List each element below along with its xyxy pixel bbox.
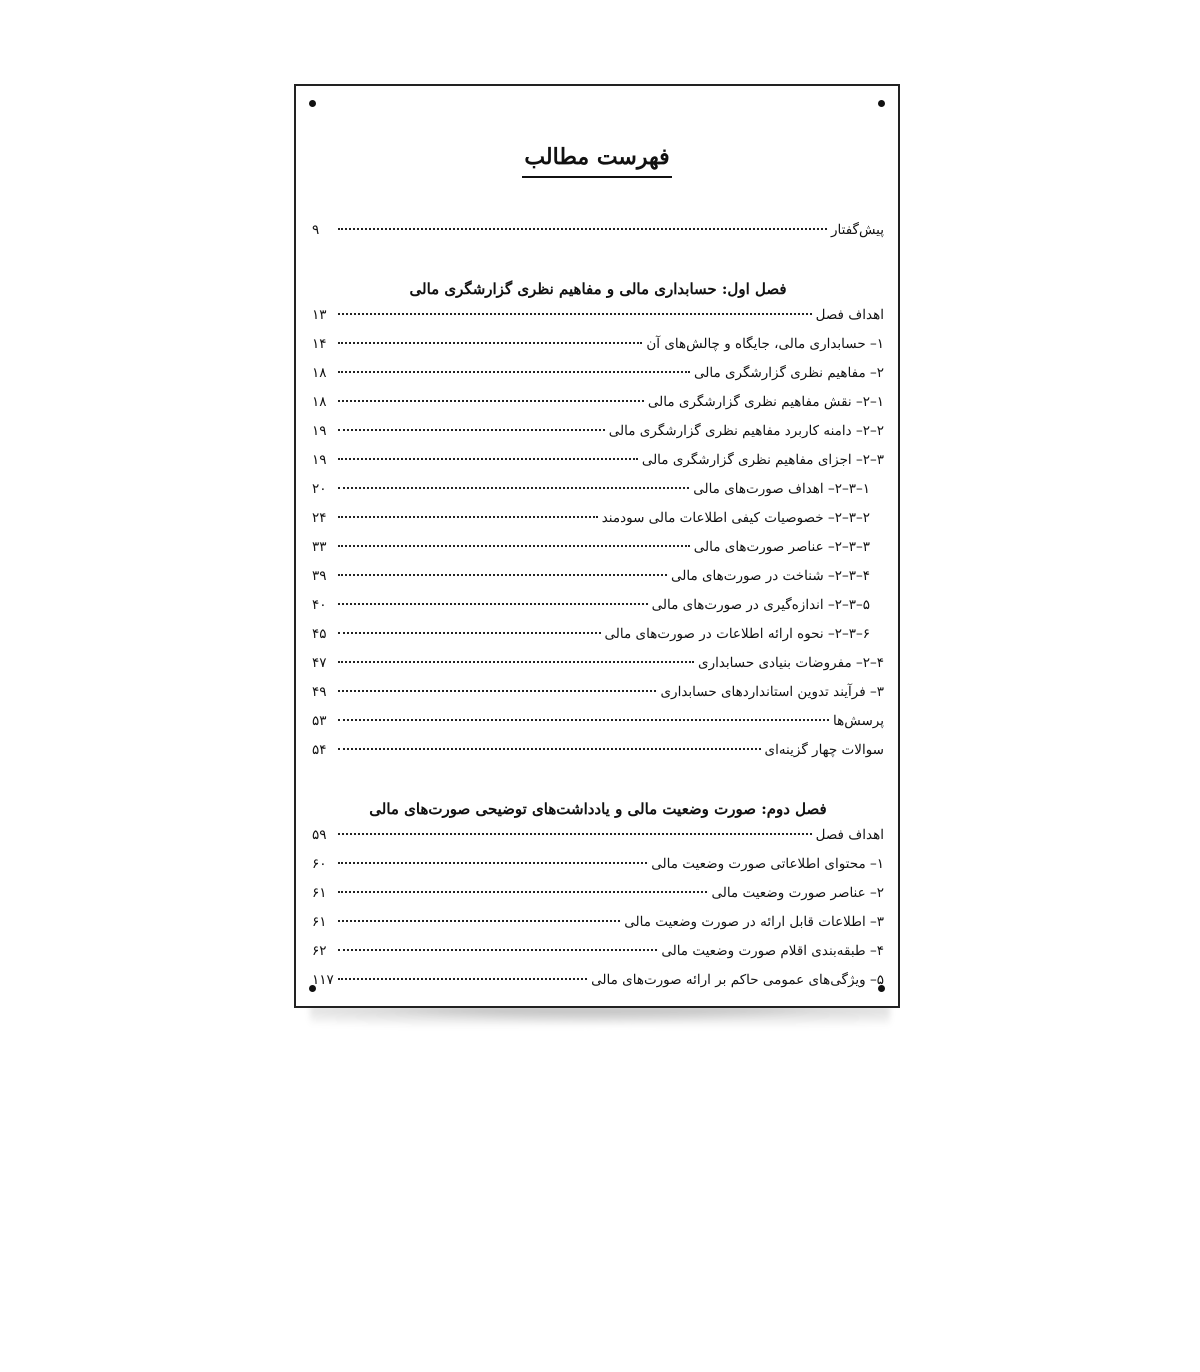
toc-entry-page: ۱۸ — [312, 394, 327, 410]
dot-leader — [338, 978, 587, 980]
toc-entry-page: ۴۰ — [312, 597, 327, 613]
toc-entry[interactable] — [312, 481, 884, 510]
dot-leader — [338, 574, 667, 576]
toc-entry[interactable] — [312, 539, 884, 568]
toc-entry-page: ۵۹ — [312, 827, 327, 843]
toc-entry-label: ۲– مفاهیم نظری گزارشگری مالی — [693, 365, 884, 381]
toc-entry-label: ۳– اطلاعات قابل ارائه در صورت وضعیت مالی — [624, 914, 884, 930]
toc-entry[interactable] — [312, 365, 884, 394]
dot-leader — [338, 748, 761, 750]
dot-leader — [338, 400, 644, 402]
page-shadow — [310, 1006, 890, 1032]
toc-entry-label: ۱– حسابداری مالی، جایگاه و چالش‌های آن — [646, 336, 884, 352]
toc-entry[interactable] — [312, 423, 884, 452]
toc-entry-page: ۶۱ — [312, 885, 327, 901]
dot-leader — [338, 603, 648, 605]
dot-leader — [338, 632, 601, 634]
toc-entry-label: اهداف فصل — [815, 827, 884, 843]
dot-leader — [338, 458, 638, 460]
toc-entry[interactable] — [312, 307, 884, 336]
toc-entry-page: ۶۱ — [312, 914, 327, 930]
toc-entry-label: ۲–۲– دامنه کاربرد مفاهیم نظری گزارشگری مالی — [608, 423, 884, 439]
toc-entry-page: ۱۹ — [312, 423, 327, 439]
dot-leader — [338, 371, 690, 373]
toc-entry-page: ۶۰ — [312, 856, 327, 872]
toc-entry-page: ۲۰ — [312, 481, 327, 497]
toc-entry-page: ۵۳ — [312, 713, 327, 729]
toc-entry[interactable] — [312, 827, 884, 856]
toc-entry-label: ۴–۳–۲– شناخت در صورت‌های مالی — [670, 568, 870, 584]
dot-leader — [338, 862, 647, 864]
toc-entry-page: ۴۹ — [312, 684, 327, 700]
toc-entry-label: ۴– طبقه‌بندی اقلام صورت وضعیت مالی — [661, 943, 884, 959]
toc-entry[interactable] — [312, 713, 884, 742]
dot-leader — [338, 313, 812, 315]
toc-entry[interactable] — [312, 655, 884, 684]
dot-leader — [338, 429, 605, 431]
toc-page — [294, 84, 900, 1008]
toc-entry-page: ۴۷ — [312, 655, 327, 671]
toc-entry-label: اهداف فصل — [815, 307, 884, 323]
toc-entry-page: ۵۴ — [312, 742, 327, 758]
corner-dot-icon — [309, 100, 316, 107]
toc-entry-page: ۴۵ — [312, 626, 327, 642]
toc-entry-label: ۱– محتوای اطلاعاتی صورت وضعیت مالی — [651, 856, 884, 872]
chapter-1-entries — [312, 307, 884, 771]
toc-entry-label: ۱–۳–۲– اهداف صورت‌های مالی — [693, 481, 870, 497]
toc-entry[interactable] — [312, 394, 884, 423]
toc-entry-page: ۱۴ — [312, 336, 327, 352]
dot-leader — [338, 228, 827, 230]
toc-entry-label: ۲– عناصر صورت وضعیت مالی — [711, 885, 884, 901]
toc-entry-label: ۴–۲– مفروضات بنیادی حسابداری — [698, 655, 884, 671]
toc-entry[interactable] — [312, 336, 884, 365]
toc-entry[interactable] — [312, 597, 884, 626]
toc-entry[interactable] — [312, 742, 884, 771]
toc-entry-page: ۱۹ — [312, 452, 327, 468]
toc-entry-page: ۶۲ — [312, 943, 327, 959]
dot-leader — [338, 690, 656, 692]
dot-leader — [338, 891, 707, 893]
chapter-heading-2: فصل دوم: صورت وضعیت مالی و یادداشت‌های توضیحی صورت‌های مالی — [369, 800, 827, 818]
toc-entry-label: ۵–۳–۲– اندازه‌گیری در صورت‌های مالی — [651, 597, 870, 613]
toc-entry[interactable] — [312, 568, 884, 597]
toc-entry-page: ۲۴ — [312, 510, 327, 526]
table-of-contents — [312, 222, 884, 1001]
toc-entry[interactable] — [312, 943, 884, 972]
dot-leader — [338, 719, 829, 721]
toc-entry[interactable] — [312, 684, 884, 713]
toc-entry[interactable] — [312, 452, 884, 481]
toc-entry-page: ۱۸ — [312, 365, 327, 381]
toc-entry-label: پرسش‌ها — [833, 713, 884, 729]
toc-entry[interactable] — [312, 856, 884, 885]
page-title: فهرست مطالب — [522, 144, 671, 178]
toc-entry-label: ۵– ویژگی‌های عمومی حاکم بر ارائه صورت‌های مالی — [591, 972, 884, 988]
toc-entry[interactable] — [312, 510, 884, 539]
toc-entry[interactable] — [312, 885, 884, 914]
toc-entry-page: ۳۳ — [312, 539, 327, 555]
dot-leader — [338, 487, 689, 489]
toc-entry-page: ۹ — [312, 222, 320, 238]
toc-entry-label: ۱–۲– نقش مفاهیم نظری گزارشگری مالی — [647, 394, 884, 410]
toc-entry-label: ۳–۳–۲– عناصر صورت‌های مالی — [693, 539, 870, 555]
toc-entry[interactable] — [312, 972, 884, 1001]
toc-entry-label: ۶–۳–۲– نحوه ارائه اطلاعات در صورت‌های مالی — [604, 626, 870, 642]
toc-entry-page: ۳۹ — [312, 568, 327, 584]
chapter-2-entries — [312, 827, 884, 1001]
page-title-wrapper — [296, 144, 898, 178]
dot-leader — [338, 516, 598, 518]
corner-dot-icon — [878, 100, 885, 107]
toc-entry[interactable] — [312, 626, 884, 655]
toc-entry-intro[interactable] — [312, 222, 884, 251]
dot-leader — [338, 833, 812, 835]
toc-entry-label: ۳–۲– اجزای مفاهیم نظری گزارشگری مالی — [641, 452, 884, 468]
toc-entry-label: سوالات چهار گزینه‌ای — [764, 742, 884, 758]
toc-entry-page: ۱۱۷ — [312, 972, 334, 988]
dot-leader — [338, 920, 620, 922]
dot-leader — [338, 949, 657, 951]
chapter-heading-1: فصل اول: حسابداری مالی و مفاهیم نظری گزارشگری مالی — [409, 280, 787, 298]
toc-entry-label: ۲–۳–۲– خصوصیات کیفی اطلاعات مالی سودمند — [601, 510, 870, 526]
toc-entry[interactable] — [312, 914, 884, 943]
toc-entry-label: پیش‌گفتار — [830, 222, 884, 238]
dot-leader — [338, 545, 690, 547]
dot-leader — [338, 342, 642, 344]
dot-leader — [338, 661, 694, 663]
toc-entry-page: ۱۳ — [312, 307, 327, 323]
toc-entry-label: ۳– فرآیند تدوین استانداردهای حسابداری — [660, 684, 884, 700]
